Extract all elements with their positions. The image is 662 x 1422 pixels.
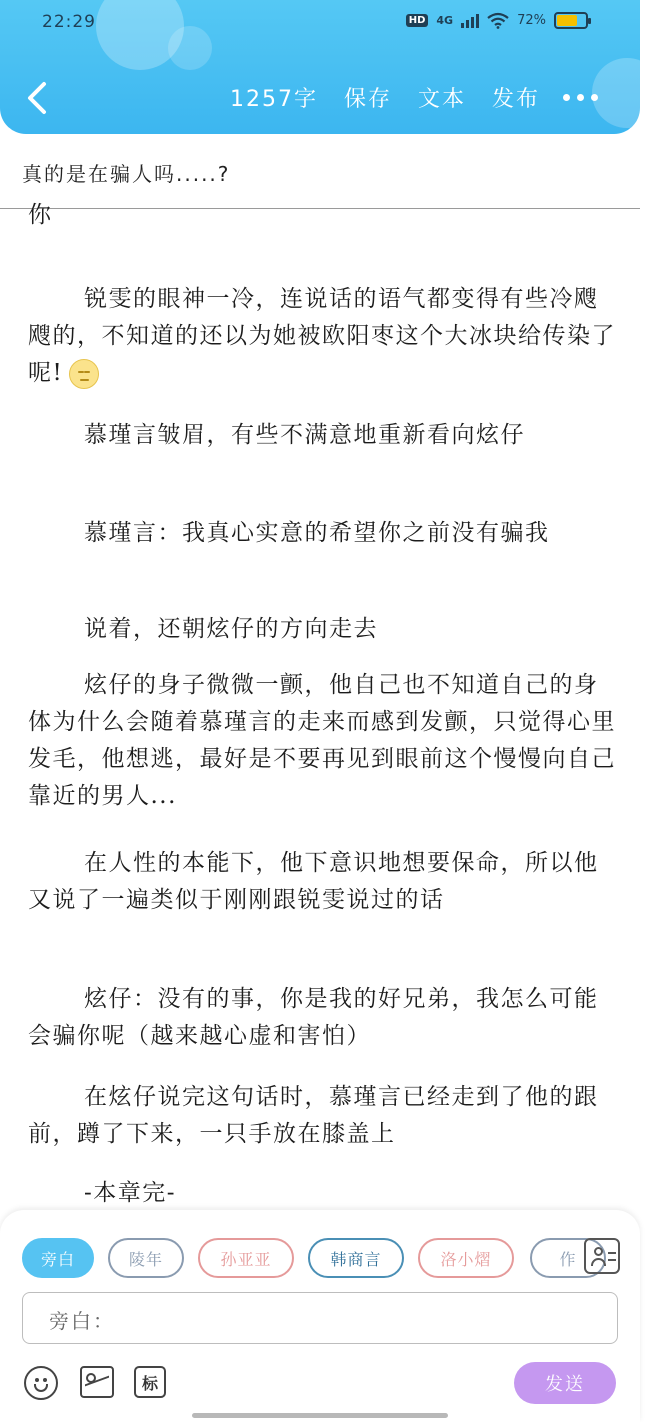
text-button[interactable]: 文本 [417, 87, 466, 112]
publish-button[interactable]: 发布 [491, 87, 540, 112]
hd-icon: HD [406, 14, 429, 27]
status-bar [0, 0, 640, 48]
home-indicator[interactable] [192, 1413, 448, 1418]
smiley-emoji-icon [69, 359, 99, 389]
app-header [0, 0, 640, 134]
nav-actions [230, 82, 540, 113]
character-chip[interactable]: 陵年 [108, 1238, 184, 1278]
status-time: 22:29 [42, 12, 96, 32]
paragraph: 慕瑾言皱眉，有些不满意地重新看向炫仔 [84, 422, 525, 448]
editor-toolbar [0, 70, 640, 126]
more-dots-icon[interactable] [563, 94, 598, 101]
paragraph: 炫仔的身子微微一颤，他自己也不知道自己的身体为什么会随着慕瑾言的走来而感到发颤，只觉得心里发毛，他想逃，最好是不要再见到眼前这个慢慢向自己靠近的男人... [28, 672, 616, 809]
status-icons [406, 12, 588, 29]
paragraph: 在人性的本能下，他下意识地想要保命，所以他又说了一遍类似于刚刚跟锐雯说过的话 [28, 850, 599, 913]
character-chip[interactable]: 洛小熠 [418, 1238, 514, 1278]
dialogue-input[interactable]: 旁白： [22, 1292, 618, 1344]
chapter-title[interactable]: 真的是在骗人吗.....? [22, 162, 231, 186]
paragraph: 说着，还朝炫仔的方向走去 [84, 616, 378, 642]
battery-icon [554, 12, 588, 29]
tag-button[interactable]: 标 [134, 1366, 166, 1398]
character-chip-narrator[interactable]: 旁白 [22, 1238, 94, 1278]
signal-icon [461, 14, 479, 28]
battery-percent: 72% [517, 13, 546, 28]
paragraph: 炫仔：没有的事，你是我的好兄弟，我怎么可能会骗你呢（越来越心虚和害怕） [28, 986, 599, 1049]
word-count: 1257字 [229, 87, 318, 112]
wifi-icon [487, 13, 509, 29]
paragraph: 在炫仔说完这句话时，慕瑾言已经走到了他的跟前，蹲了下来，一只手放在膝盖上 [28, 1084, 599, 1147]
story-content[interactable] [0, 202, 640, 1209]
character-chip[interactable]: 作 [530, 1238, 606, 1278]
chapter-end: -本章完- [84, 1180, 177, 1206]
image-icon[interactable] [80, 1366, 114, 1398]
paragraph: 锐雯的眼神一冷，连说话的语气都变得有些冷飕飕的，不知道的还以为她被欧阳枣这个大冰块给传染了呢! [28, 281, 618, 392]
network-type: 4G [436, 14, 454, 27]
paragraph: 你 [28, 202, 53, 228]
input-panel [0, 1210, 640, 1422]
back-arrow-icon[interactable] [22, 78, 52, 118]
character-chip[interactable]: 韩商言 [308, 1238, 404, 1278]
emoji-icon[interactable] [24, 1366, 58, 1400]
paragraph: 慕瑾言：我真心实意的希望你之前没有骗我 [84, 520, 550, 546]
send-button[interactable]: 发送 [514, 1362, 616, 1404]
save-button[interactable]: 保存 [343, 87, 392, 112]
contacts-icon[interactable] [584, 1238, 620, 1274]
character-chips [22, 1236, 577, 1280]
character-chip[interactable]: 孙亚亚 [198, 1238, 294, 1278]
